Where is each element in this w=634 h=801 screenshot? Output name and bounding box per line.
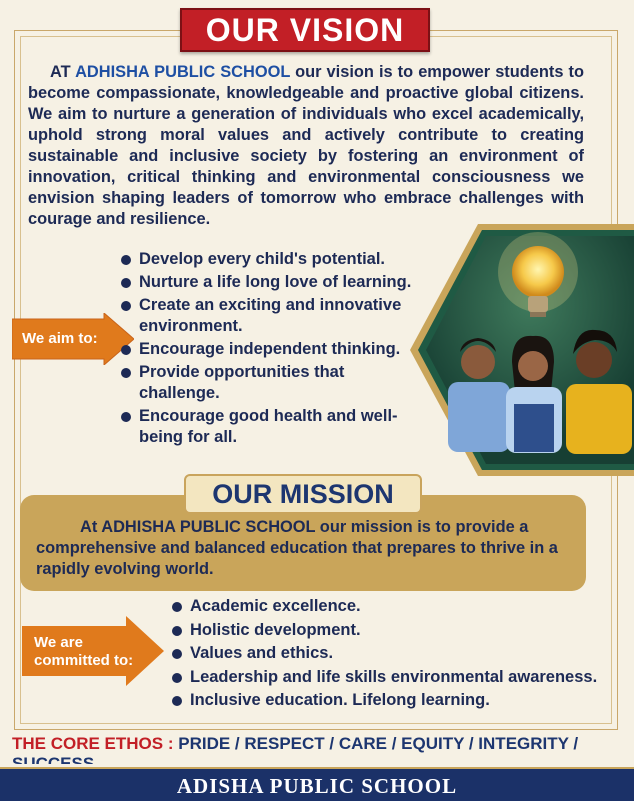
list-item: Holistic development. (172, 620, 612, 641)
vision-school-name: ADHISHA PUBLIC SCHOOL (75, 63, 291, 81)
footer-stripe (0, 767, 634, 769)
vision-prefix: AT (50, 63, 76, 81)
list-item: Encourage independent thinking. (121, 339, 421, 360)
footer-school-name: ADISHA PUBLIC SCHOOL (176, 774, 458, 798)
list-item: Nurture a life long love of learning. (121, 272, 421, 293)
mission-school-name: ADHISHA PUBLIC SCHOOL (101, 518, 316, 536)
commit-arrow (22, 616, 164, 686)
commit-label-line2: committed to: (34, 652, 134, 669)
list-item: Create an exciting and innovative environment. (121, 295, 421, 337)
students-lightbulb-image (408, 222, 634, 478)
aim-label: We aim to: (22, 330, 98, 347)
mission-title: OUR MISSION (184, 474, 422, 514)
commit-label-line1: We are (34, 634, 83, 651)
mission-body: our mission is to provide a comprehensive and balanced education that prepares to thrive in a rapidly evolving world. (36, 518, 558, 578)
mission-prefix: At (80, 518, 102, 536)
vision-body: our vision is to empower students to become compassionate, knowledgeable and proactive global citizens. We aim to nurture a generation of individuals who excel academically, uphold strong moral values and actively contribute to creating sustainable and inclusive society by fostering an environment of innovation, critical thinking and environmental consciousness we envision shaping leaders of tomorrow who embrace challenges with courage and resilience. (28, 63, 585, 228)
list-item: Provide opportunities that challenge. (121, 362, 421, 404)
vision-paragraph (28, 62, 584, 230)
list-item: Encourage good health and well-being for all. (121, 406, 421, 448)
list-item: Values and ethics. (172, 643, 612, 664)
list-item: Develop every child's potential. (121, 249, 421, 270)
footer (0, 764, 634, 801)
ethos-values: PRIDE / RESPECT / CARE / EQUITY / INTEGRITY / (178, 734, 579, 753)
ethos-label: THE CORE ETHOS : (12, 734, 179, 753)
list-item: Inclusive education. Lifelong learning. (172, 690, 612, 711)
list-item: Leadership and life skills environmental awareness. (172, 667, 612, 688)
vision-title: OUR VISION (180, 8, 430, 52)
aims-list (121, 249, 421, 450)
list-item: Academic excellence. (172, 596, 612, 617)
aim-arrow (12, 313, 134, 365)
commitments-list (172, 596, 612, 714)
